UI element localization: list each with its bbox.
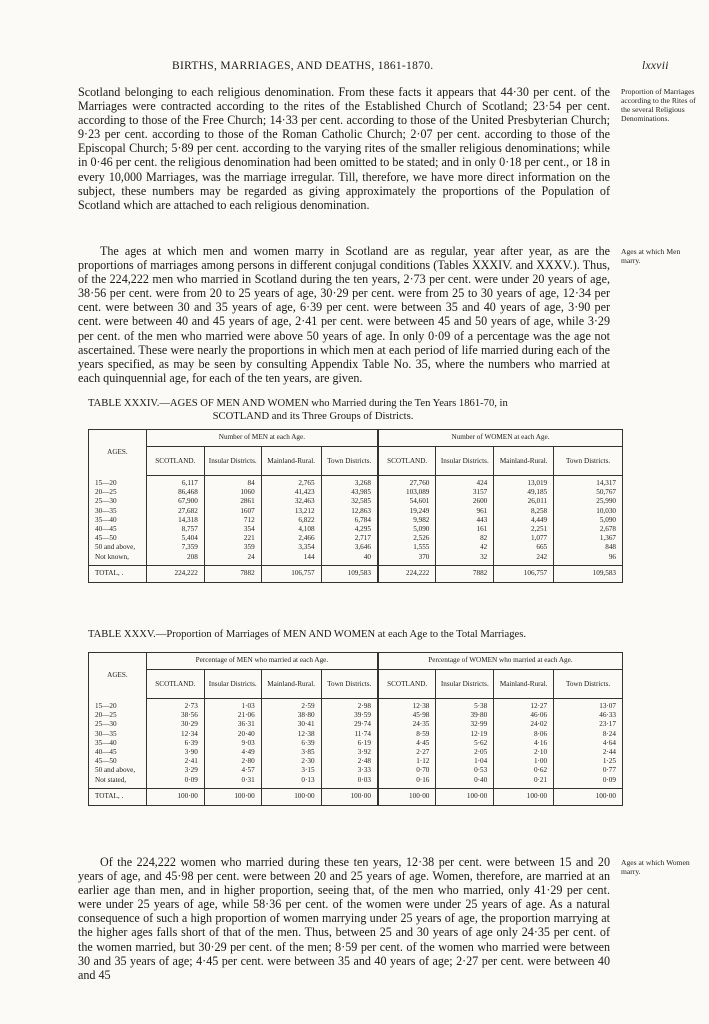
table-cell: 3,268: [321, 476, 378, 489]
table-cell: 359: [204, 543, 261, 552]
age-label: 30—35: [95, 506, 117, 515]
table-cell: 32,585: [321, 497, 378, 506]
table-cell: 39·59: [321, 711, 378, 720]
table-cell: 32,463: [261, 497, 321, 506]
table-cell: 1,077: [494, 534, 554, 543]
table-cell: 12·19: [436, 730, 494, 739]
table-cell: 27,682: [146, 507, 204, 516]
table-cell: 1060: [204, 488, 261, 497]
table-cell: 2·98: [321, 699, 378, 712]
table-cell: 1·04: [436, 757, 494, 766]
table-row: [89, 525, 623, 534]
header-title: BIRTHS, MARRIAGES, AND DEATHS, 1861-1870.: [172, 60, 434, 72]
table-cell: 14,317: [554, 476, 623, 489]
table-row: [89, 766, 623, 775]
table-cell: 9·03: [204, 739, 261, 748]
age-label: 30—35: [95, 729, 117, 738]
table34-caption-line1: TABLE XXXIV.—AGES OF MEN AND WOMEN who Married during the Ten Years 1861-70, in: [88, 398, 508, 409]
table-cell: 11·74: [321, 730, 378, 739]
table-cell: 2,678: [554, 525, 623, 534]
table-cell: 0·31: [204, 776, 261, 789]
table-cell: 0·40: [436, 776, 494, 789]
table-cell: 100·00: [554, 788, 623, 805]
age-label: Not stated,: [95, 775, 127, 784]
table-cell: 161: [436, 525, 494, 534]
age-label: Not known,: [95, 552, 129, 561]
table-cell: 2·48: [321, 757, 378, 766]
table-cell: 109,583: [554, 565, 623, 582]
table-cell: 5,090: [378, 525, 436, 534]
table34-col-town-women: Town Districts.: [554, 447, 623, 476]
table-cell: 6,822: [261, 516, 321, 525]
age-label: TOTAL, .: [89, 788, 147, 805]
paragraph-ages-men: [78, 244, 610, 385]
table-row: [89, 757, 623, 766]
table-cell: 2·30: [261, 757, 321, 766]
table-cell: 21·06: [204, 711, 261, 720]
table-cell: 224,222: [146, 565, 204, 582]
table-cell: 25,990: [554, 497, 623, 506]
table-cell: 7,359: [146, 543, 204, 552]
table-row: [89, 711, 623, 720]
table-cell: 50,767: [554, 488, 623, 497]
table35-caption: TABLE XXXV.—Proportion of Marriages of MEN AND WOMEN at each Age to the Total Marriages.: [88, 629, 526, 640]
table-cell: 30·29: [146, 720, 204, 729]
table-cell: 6·39: [146, 739, 204, 748]
table-cell: 8·06: [494, 730, 554, 739]
table-cell: 100·00: [321, 788, 378, 805]
table35-col-town-men: Town Districts.: [321, 670, 378, 699]
table-row: [89, 543, 623, 552]
table-cell: 39·80: [436, 711, 494, 720]
table-cell: 2·73: [146, 699, 204, 712]
table-cell: 1·12: [378, 757, 436, 766]
table-cell: 27,760: [378, 476, 436, 489]
table-cell: 29·74: [321, 720, 378, 729]
table-cell: 12·38: [261, 730, 321, 739]
table-cell: 2·41: [146, 757, 204, 766]
table-cell: 4,449: [494, 516, 554, 525]
table-cell: 443: [436, 516, 494, 525]
table-cell: 8·59: [378, 730, 436, 739]
table-row: [89, 776, 623, 789]
table34-col-scotland-men: SCOTLAND.: [146, 447, 204, 476]
table34-col-insular-women: Insular Districts.: [436, 447, 494, 476]
table-cell: 1,555: [378, 543, 436, 552]
table-cell: 2·05: [436, 748, 494, 757]
table-cell: 208: [146, 553, 204, 566]
table-cell: 24·02: [494, 720, 554, 729]
table-cell: 103,089: [378, 488, 436, 497]
table-cell: 4·16: [494, 739, 554, 748]
age-label: 45—50: [95, 757, 117, 766]
table-cell: 4·64: [554, 739, 623, 748]
table-cell: 0·77: [554, 766, 623, 775]
table-cell: 7882: [436, 565, 494, 582]
table-cell: 4·49: [204, 748, 261, 757]
table-cell: 6,117: [146, 476, 204, 489]
table-row: [89, 476, 623, 489]
paragraph-text: Of the 224,222 women who married during these ten years, 12·38 per cent. were between 15 and 20 years of age, and 45·98 per cent. were between 20 and 25 years of age. Women, therefore, are married at an earlier age than men, and in higher proportion, seeing that, of the men who married, only 41·29 per cent. were under 25 years of age, while 58·36 per cent. of the women were under 25 years of age. As a natural consequence of such a high proportion of women marrying under 25 years of age, the proportion marrying at the higher ages falls short of that of the men. Thus, between 25 and 30 years of age only 24·35 per cent. of the women married, but 30·29 per cent. of the men; 8·59 per cent. of the women who married were between 30 and 35 years of age; 4·45 per cent. were between 35 and 40 years of age; 2·27 per cent. were between 40 and 45: [78, 855, 610, 982]
table-cell: 106,757: [494, 565, 554, 582]
table-cell: 100·00: [146, 788, 204, 805]
table-cell: 961: [436, 507, 494, 516]
margin-note-ages-women: Ages at which Women marry.: [621, 858, 690, 876]
table-cell: 3,354: [261, 543, 321, 552]
paragraph-text: Scotland belonging to each religious denomination. From these facts it appears that 44·30 per cent. of the Marriages were contracted according to the rites of the Established Church of Scotland; 23·54 per cent. according to those of the Free Church; 14·33 per cent. according to those of the United Presbyterian Church; 9·23 per cent. according to those of the Roman Catholic Church; 2·07 per cent. according to those of the Episcopal Church; 5·89 per cent. according to the varying rites of the smaller religious denominations; while in 0·46 per cent. the religious denomination had been omitted to be stated; and in only 0·18 per cent., or 18 in every 10,000 Marriages, was the marriage irregular. Till, therefore, we have more direct information on the subject, these numbers may be regarded as giving approximately the proportions of the Population of Scotland which are attached to each religious denomination.: [78, 85, 610, 212]
age-label: 25—30: [95, 720, 117, 729]
table-cell: 100·00: [494, 788, 554, 805]
table-cell: 712: [204, 516, 261, 525]
table-row: [89, 699, 623, 712]
table-cell: 8,757: [146, 525, 204, 534]
table-cell: 100·00: [204, 788, 261, 805]
table-cell: 41,423: [261, 488, 321, 497]
table-row: [89, 534, 623, 543]
table-cell: 12·34: [146, 730, 204, 739]
table-total-row: [89, 565, 623, 582]
table35-col-mainland-men: Mainland-Rural.: [261, 670, 321, 699]
table-total-row: [89, 788, 623, 805]
table-cell: 100·00: [378, 788, 436, 805]
table-cell: 2·80: [204, 757, 261, 766]
age-label: 35—40: [95, 515, 117, 524]
table-cell: 20·40: [204, 730, 261, 739]
table35-ages-header: AGES.: [107, 671, 128, 680]
age-label: 35—40: [95, 738, 117, 747]
table-row: [89, 553, 623, 566]
table-cell: 12·38: [378, 699, 436, 712]
table-cell: 0·21: [494, 776, 554, 789]
table-cell: 24: [204, 553, 261, 566]
table-cell: 2·27: [378, 748, 436, 757]
table-cell: 224,222: [378, 565, 436, 582]
table-cell: 0·62: [494, 766, 554, 775]
table-cell: 2861: [204, 497, 261, 506]
table-cell: 36·31: [204, 720, 261, 729]
table-row: [89, 488, 623, 497]
table35-col-mainland-women: Mainland-Rural.: [494, 670, 554, 699]
table35-col-insular-women: Insular Districts.: [436, 670, 494, 699]
table-cell: 3·15: [261, 766, 321, 775]
age-label: 15—20: [95, 701, 117, 710]
table35-col-town-women: Town Districts.: [554, 670, 623, 699]
table-cell: 46·06: [494, 711, 554, 720]
table35-body: [89, 699, 623, 806]
table-cell: 2,717: [321, 534, 378, 543]
age-label: 25—30: [95, 497, 117, 506]
table-row: [89, 748, 623, 757]
table-cell: 84: [204, 476, 261, 489]
table35: [88, 652, 623, 806]
table-cell: 8·24: [554, 730, 623, 739]
table-cell: 5,090: [554, 516, 623, 525]
age-label: 50 and above,: [95, 543, 136, 552]
table35-women-group-header: Percentage of WOMEN who married at each Age.: [378, 653, 623, 670]
table-cell: 42: [436, 543, 494, 552]
table-cell: 2,765: [261, 476, 321, 489]
table34-col-town-men: Town Districts.: [321, 447, 378, 476]
table-cell: 0·03: [321, 776, 378, 789]
table-cell: 3157: [436, 488, 494, 497]
table34-caption: [88, 398, 628, 423]
paragraph-text: The ages at which men and women marry in Scotland are as regular, year after year, as are the proportions of marriages among persons in different conjugal conditions (Tables XXXIV. and XXXV.). Thus, of the 224,222 men who married in Scotland during the ten years, 2·73 per cent. were under 20 years of age, 38·56 per cent. were from 20 to 25 years of age, 30·29 per cent. were from 25 to 30 years of age, 12·34 per cent. were between 30 and 35 years of age, 6·39 per cent. were between 35 and 40 years of age, 3·90 per cent. were between 40 and 45 years of age, 2·41 per cent. were between 45 and 50 years of age, while 3·29 per cent. of the men who married were above 50 years of age. In only 0·09 of a percentage was the age not ascertained. These were nearly the proportions in which men at each period of life married during each of the years specified, as may be seen by consulting Appendix Table No. 35, where the numbers who married at each quinquennial age, for each of the ten years, are given.: [78, 244, 610, 385]
page-number: lxxvii: [642, 60, 669, 72]
table-cell: 13·07: [554, 699, 623, 712]
table-cell: 12,863: [321, 507, 378, 516]
table-cell: 49,185: [494, 488, 554, 497]
table-cell: 4,295: [321, 525, 378, 534]
table-cell: 242: [494, 553, 554, 566]
table-cell: 6·39: [261, 739, 321, 748]
table-cell: 4·57: [204, 766, 261, 775]
table34-col-mainland-men: Mainland-Rural.: [261, 447, 321, 476]
table34-men-group-header: Number of MEN at each Age.: [146, 430, 378, 447]
table-cell: 3·92: [321, 748, 378, 757]
table-cell: 8,258: [494, 507, 554, 516]
table-cell: 43,985: [321, 488, 378, 497]
table-cell: 23·17: [554, 720, 623, 729]
table-row: [89, 507, 623, 516]
table-cell: 0·09: [554, 776, 623, 789]
table-cell: 221: [204, 534, 261, 543]
age-label: 15—20: [95, 478, 117, 487]
table-cell: 38·56: [146, 711, 204, 720]
table-cell: 2·59: [261, 699, 321, 712]
table34-women-group-header: Number of WOMEN at each Age.: [378, 430, 623, 447]
table34-ages-header: AGES.: [107, 448, 128, 457]
margin-note-religious: Proportion of Marriages according to the Rites of the several Religious Denominations.: [621, 87, 696, 123]
table-cell: 4·45: [378, 739, 436, 748]
table-cell: 96: [554, 553, 623, 566]
table-cell: 354: [204, 525, 261, 534]
table-row: [89, 730, 623, 739]
table-cell: 106,757: [261, 565, 321, 582]
table-cell: 6,784: [321, 516, 378, 525]
table-cell: 3·33: [321, 766, 378, 775]
table35-col-insular-men: Insular Districts.: [204, 670, 261, 699]
paragraph-religious-denominations: [78, 85, 610, 212]
table-cell: 82: [436, 534, 494, 543]
table-cell: 665: [494, 543, 554, 552]
table-cell: 1·00: [494, 757, 554, 766]
table-cell: 0·16: [378, 776, 436, 789]
table-row: [89, 739, 623, 748]
age-label: 20—25: [95, 488, 117, 497]
age-label: 50 and above,: [95, 766, 136, 775]
table-cell: 46·33: [554, 711, 623, 720]
age-label: 40—45: [95, 748, 117, 757]
table-cell: 144: [261, 553, 321, 566]
table34: [88, 429, 623, 583]
table-cell: 3·29: [146, 766, 204, 775]
table-cell: 7882: [204, 565, 261, 582]
table-cell: 32·99: [436, 720, 494, 729]
table-cell: 14,318: [146, 516, 204, 525]
table35-col-scotland-women: SCOTLAND.: [378, 670, 436, 699]
table-row: [89, 720, 623, 729]
paragraph-ages-women: [78, 855, 610, 982]
table-cell: 3,646: [321, 543, 378, 552]
margin-note-ages-men: Ages at which Men marry.: [621, 247, 681, 265]
table-cell: 1·25: [554, 757, 623, 766]
table-row: [89, 497, 623, 506]
table-cell: 5·38: [436, 699, 494, 712]
table-cell: 0·13: [261, 776, 321, 789]
table-cell: 100·00: [261, 788, 321, 805]
table-cell: 0·53: [436, 766, 494, 775]
table-cell: 2,526: [378, 534, 436, 543]
table-cell: 45·98: [378, 711, 436, 720]
table-row: [89, 516, 623, 525]
table-cell: 24·35: [378, 720, 436, 729]
age-label: 45—50: [95, 534, 117, 543]
table-cell: 4,108: [261, 525, 321, 534]
table-cell: 1·03: [204, 699, 261, 712]
table-cell: 2,466: [261, 534, 321, 543]
table-cell: 30·41: [261, 720, 321, 729]
table34-col-insular-men: Insular Districts.: [204, 447, 261, 476]
table-cell: 2·10: [494, 748, 554, 757]
table-cell: 54,601: [378, 497, 436, 506]
table-cell: 2600: [436, 497, 494, 506]
table-cell: 848: [554, 543, 623, 552]
age-label: 20—25: [95, 711, 117, 720]
table35-col-scotland-men: SCOTLAND.: [146, 670, 204, 699]
table35-men-group-header: Percentage of MEN who married at each Age.: [146, 653, 378, 670]
table-cell: 3·85: [261, 748, 321, 757]
table-cell: 32: [436, 553, 494, 566]
table-cell: 67,900: [146, 497, 204, 506]
table34-col-mainland-women: Mainland-Rural.: [494, 447, 554, 476]
age-label: TOTAL, .: [89, 565, 147, 582]
table-cell: 6·19: [321, 739, 378, 748]
table-cell: 40: [321, 553, 378, 566]
table-cell: 9,982: [378, 516, 436, 525]
table-cell: 1,367: [554, 534, 623, 543]
table-cell: 0·09: [146, 776, 204, 789]
table-cell: 38·80: [261, 711, 321, 720]
table-cell: 2·44: [554, 748, 623, 757]
table-cell: 26,011: [494, 497, 554, 506]
table-cell: 370: [378, 553, 436, 566]
table-cell: 3·90: [146, 748, 204, 757]
table34-body: [89, 476, 623, 583]
table-cell: 86,468: [146, 488, 204, 497]
table-cell: 13,019: [494, 476, 554, 489]
table-cell: 0·70: [378, 766, 436, 775]
table-cell: 2,251: [494, 525, 554, 534]
table-cell: 12·27: [494, 699, 554, 712]
table34-caption-line2: SCOTLAND and its Three Groups of Districts.: [212, 410, 414, 422]
table-cell: 5,404: [146, 534, 204, 543]
table-cell: 109,583: [321, 565, 378, 582]
age-label: 40—45: [95, 525, 117, 534]
table-cell: 5·62: [436, 739, 494, 748]
table-cell: 1607: [204, 507, 261, 516]
table-cell: 424: [436, 476, 494, 489]
table-cell: 100·00: [436, 788, 494, 805]
table-cell: 10,030: [554, 507, 623, 516]
table-cell: 13,212: [261, 507, 321, 516]
table-cell: 19,249: [378, 507, 436, 516]
table34-col-scotland-women: SCOTLAND.: [378, 447, 436, 476]
